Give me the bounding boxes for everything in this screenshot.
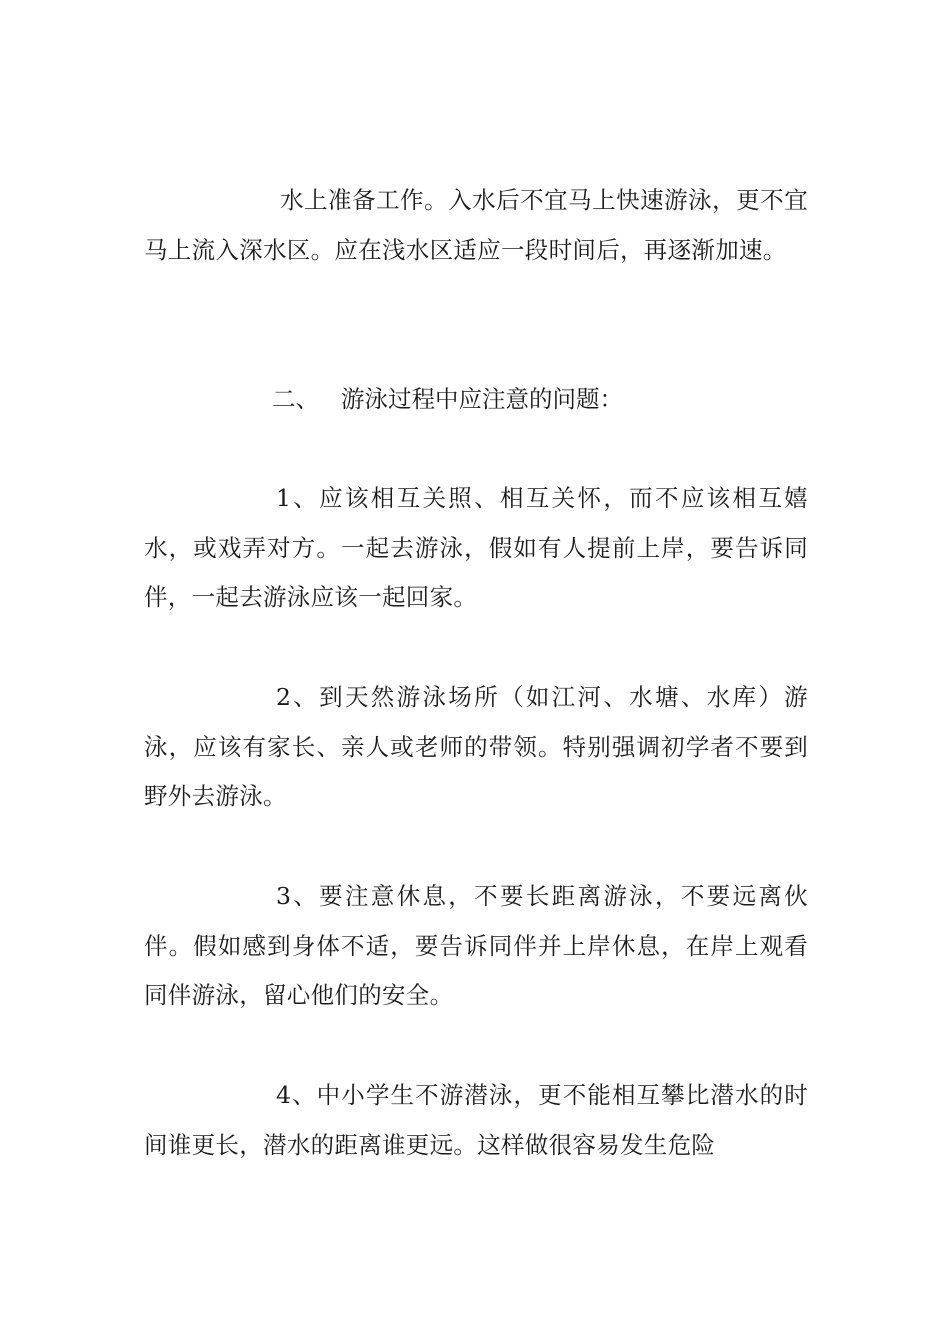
paragraph-item-3: 3、要注意休息，不要长距离游泳，不要远离伙伴。假如感到身体不适，要告诉同伴并上岸休息，在岸上观看同伴游泳，留心他们的安全。 (144, 882, 808, 1009)
paragraph-item-1: 1、应该相互关照、相互关怀，而不应该相互嬉水，或戏弄对方。一起去游泳，假如有人提前上岸，要告诉同伴，一起去游泳应该一起回家。 (144, 484, 808, 611)
paragraph-item-2: 2、到天然游泳场所（如江河、水塘、水库）游泳，应该有家长、亲人或老师的带领。特别强调初学者不要到野外去游泳。 (144, 683, 808, 810)
section-heading-text: 游泳过程中应注意的问题： (341, 385, 623, 413)
paragraph-item-4: 4、中小学生不游潜泳，更不能相互攀比潜水的时间谁更长，潜水的距离谁更远。这样做很容易发生危险 (144, 1081, 808, 1159)
section-heading-number: 二、 (272, 385, 319, 413)
section-heading (272, 375, 623, 425)
paragraph-preparation: 水上准备工作。入水后不宜马上快速游泳，更不宜马上流入深水区。应在浅水区适应一段时间后，再逐渐加速。 (144, 186, 808, 264)
